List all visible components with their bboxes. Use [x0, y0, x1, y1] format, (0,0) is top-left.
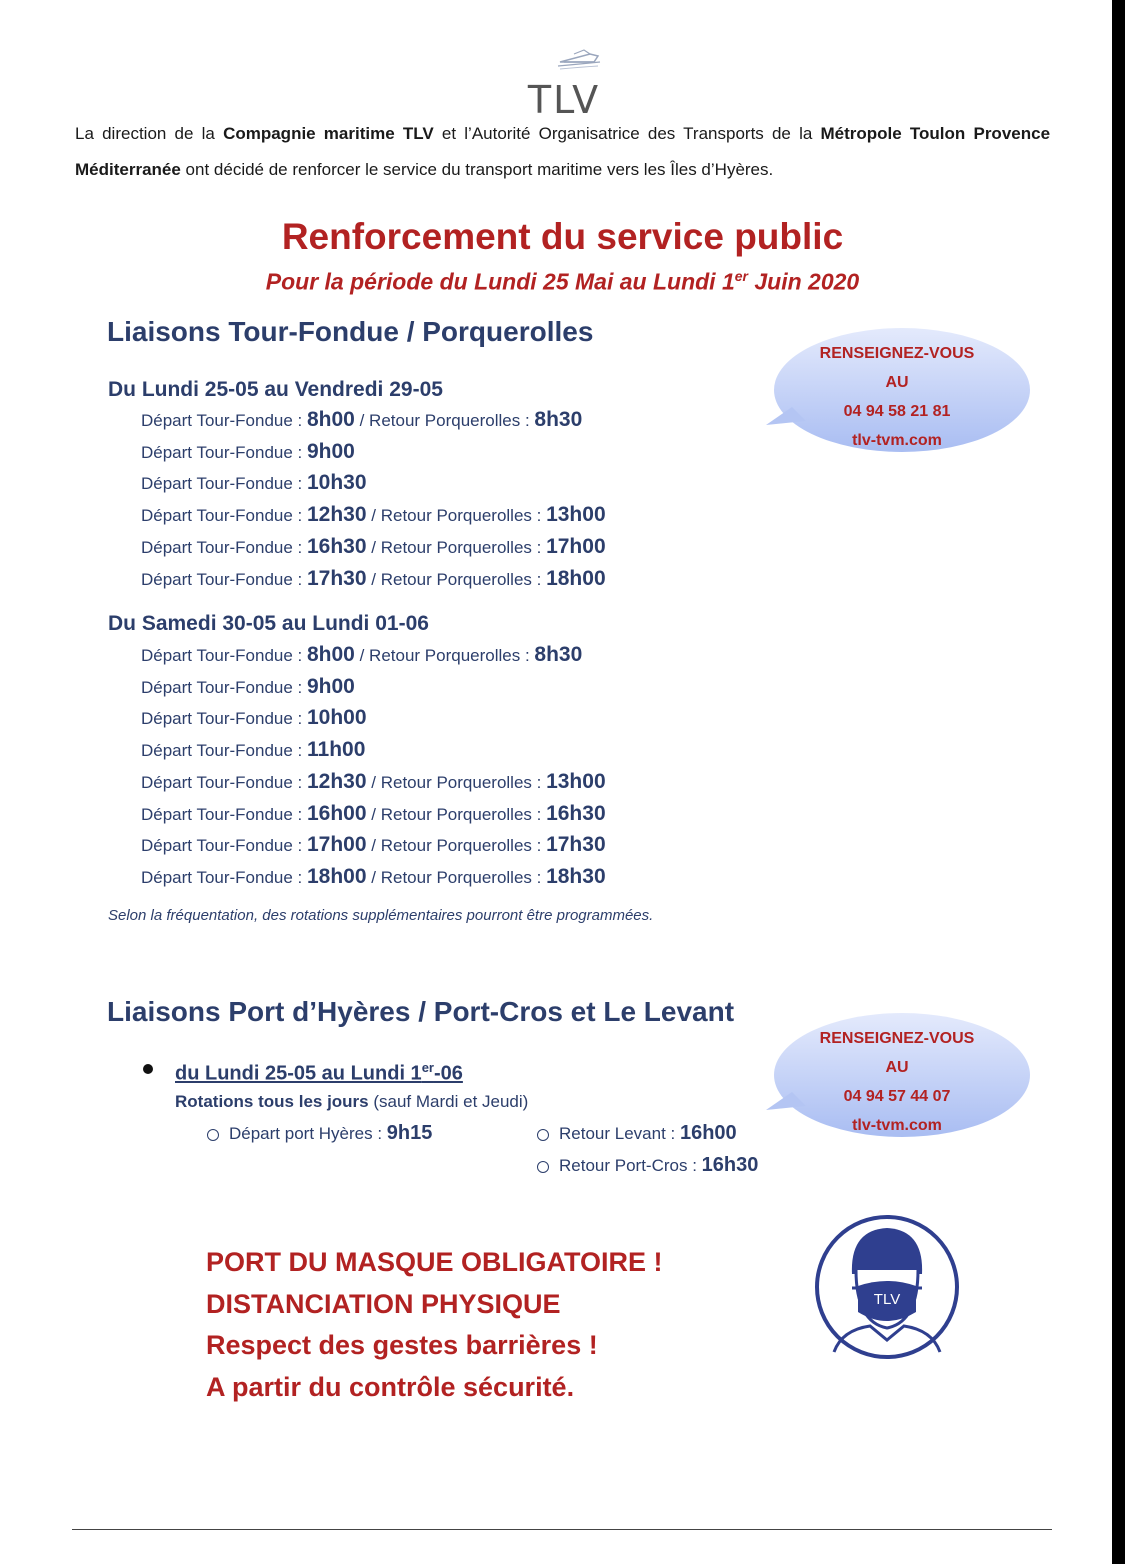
schedule-row: Départ Tour-Fondue : 9h00	[141, 439, 355, 463]
warning-gestures: Respect des gestes barrières !	[206, 1330, 598, 1360]
face-mask-icon	[812, 1212, 962, 1362]
warning-security: A partir du contrôle sécurité.	[206, 1372, 575, 1402]
schedule-row: Départ Tour-Fondue : 9h00	[141, 674, 355, 698]
page-subtitle: Pour la période du Lundi 25 Mai au Lundi 1er Juin 2020	[265, 268, 860, 295]
schedule-row: Départ Tour-Fondue : 11h00	[141, 738, 366, 762]
bullet-icon	[143, 1064, 153, 1074]
schedule-row: Départ Tour-Fondue : 8h00 / Retour Porquerolles : 8h30	[141, 643, 583, 666]
schedule-row: Départ Tour-Fondue : 18h00 / Retour Porquerolles : 18h30	[141, 864, 606, 888]
warning-distance: DISTANCIATION PHYSIQUE	[206, 1289, 561, 1319]
svg-text:TLV: TLV	[873, 1291, 901, 1308]
circle-bullet-icon	[207, 1129, 219, 1141]
warning-mask: PORT DU MASQUE OBLIGATOIRE !	[206, 1247, 663, 1277]
section-heading-porquerolles: Liaisons Tour-Fondue / Porquerolles	[107, 316, 594, 347]
schedule-row: Départ Tour-Fondue : 17h00 / Retour Porquerolles : 17h30	[141, 833, 606, 857]
logo-text: TLV	[527, 78, 601, 122]
schedule-row: Départ Tour-Fondue : 8h00 / Retour Porquerolles : 8h30	[141, 408, 583, 431]
period-heading-weekdays: Du Lundi 25-05 au Vendredi 29-05	[108, 378, 443, 401]
depart-hyeres: Départ port Hyères : 9h15	[207, 1122, 432, 1145]
contact-bubble-porquerolles: RENSEIGNEZ-VOUS AU 04 94 58 21 81 tlv-tvm.com	[762, 325, 1032, 455]
schedule-row: Départ Tour-Fondue : 16h00 / Retour Porquerolles : 16h30	[141, 801, 606, 825]
period-heading-weekend: Du Samedi 30-05 au Lundi 01-06	[108, 612, 429, 635]
boat-icon	[524, 40, 604, 80]
page-title: Renforcement du service public	[281, 216, 844, 257]
schedule-row: Départ Tour-Fondue : 10h30	[141, 471, 367, 495]
retour-levant: Retour Levant : 16h00	[537, 1122, 737, 1145]
schedule-row: Départ Tour-Fondue : 10h00	[141, 706, 367, 730]
retour-portcros: Retour Port-Cros : 16h30	[537, 1154, 758, 1177]
schedule-row: Départ Tour-Fondue : 12h30 / Retour Porquerolles : 13h00	[141, 503, 606, 527]
circle-bullet-icon	[537, 1161, 549, 1173]
schedule-row: Départ Tour-Fondue : 16h30 / Retour Porquerolles : 17h00	[141, 534, 606, 558]
schedule-row: Départ Tour-Fondue : 17h30 / Retour Porquerolles : 18h00	[141, 566, 606, 590]
page-edge	[1112, 0, 1125, 1564]
footer-divider	[72, 1529, 1052, 1530]
intro-paragraph: La direction de la Compagnie maritime TLV et l’Autorité Organisatrice des Transports de la Métropole Toulon Provence Méditerranée ont décidé de renforcer le service du transport maritime vers les Îles d’Hyères.	[75, 124, 1051, 179]
tlv-logo	[524, 40, 604, 120]
schedule-note: Selon la fréquentation, des rotations supplémentaires pourront être programmées.	[108, 907, 654, 924]
circle-bullet-icon	[537, 1129, 549, 1141]
contact-bubble-portcros: RENSEIGNEZ-VOUS AU 04 94 57 44 07 tlv-tvm.com	[762, 1010, 1032, 1140]
schedule-row: Départ Tour-Fondue : 12h30 / Retour Porquerolles : 13h00	[141, 769, 606, 793]
rotations-text: Rotations tous les jours (sauf Mardi et Jeudi)	[175, 1092, 529, 1111]
section-heading-portcros: Liaisons Port d’Hyères / Port-Cros et Le Levant	[107, 996, 735, 1027]
period-portcros: du Lundi 25-05 au Lundi 1er-06	[175, 1060, 463, 1085]
